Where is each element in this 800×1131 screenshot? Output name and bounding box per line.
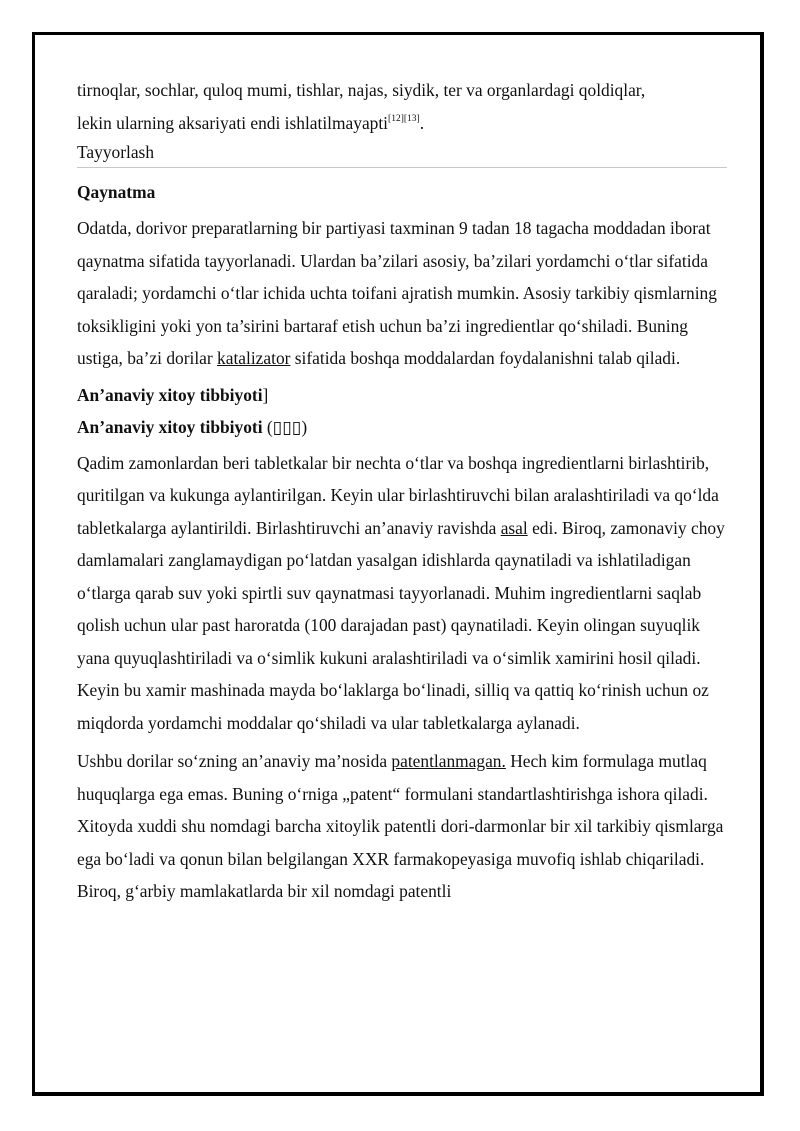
subheading-tcm-1-text: An’anaviy xitoy tibbiyoti: [77, 384, 263, 405]
subheading-tcm-1-bracket: ]: [262, 384, 269, 405]
paragraph-patent-text-a: Ushbu dorilar so‘zning an’anaviy ma’nosida: [77, 751, 392, 771]
subheading-tcm-1: [77, 379, 727, 411]
intro-line-end: .: [419, 112, 425, 133]
paragraph-patent-text-b: Hech kim formulaga mutlaq huquqlarga ega emas. Buning o‘rniga „patent“ formulani standartlashtirishga ishora qiladi. Xitoyda xuddi shu nomdagi barcha xitoylik patentli dori-darmonlar bir xil tarkibiy qismlarga ega bo‘ladi va qonun bilan belgilangan XXR farmakopeyasiga muvofiq ishlab chiqariladi. Biroq, g‘arbiy mamlakatlarda bir xil nomdagi patentli: [77, 751, 724, 901]
paragraph-qaynatma: [77, 212, 727, 375]
link-katalizator[interactable]: katalizator: [217, 348, 291, 368]
paragraph-tablets-text-b: edi. Biroq, zamonaviy choy damlamalari zanglamaydigan po‘latdan yasalgan idishlarda qaynatiladi va ishlatiladigan o‘tlarga qarab suv yoki spirtli suv qaynatmasi tayyorlanadi. Muhim ingredientlarni saqlab qolish uchun ular past haroratda (100 darajadan past) qaynatiladi. Keyin olingan suyuqlik yana quyuqlashtiriladi va o‘simlik kukuni aralashtiriladi va o‘simlik xamirini hosil qiladi. Keyin bu xamir mashinada mayda bo‘laklarga bo‘linadi, silliq va qattiq ko‘rinish uchun oz miqdorda yordamchi moddalar qo‘shiladi va ular tabletkalarga aylanadi.: [77, 517, 725, 733]
link-asal[interactable]: asal: [500, 517, 528, 538]
subheading-tcm-2: [77, 411, 727, 443]
paragraph-qaynatma-text-a: Odatda, dorivor preparatlarning bir partiyasi taxminan 9 tadan 18 tagacha moddadan iborat qaynatma sifatida tayyorlanadi. Ulardan ba’zilari asosiy, ba’zilari yordamchi o‘tlar sifatida qaraladi; yordamchi o‘tlar ichida uchta toifani ajratish mumkin. Asosiy tarkibiy qismlarning toksikligini yoki yon ta’sirini bartaraf etish uchun ba’zi ingredientlar qo‘shiladi. Buning ustiga, ba’zi dorilar: [77, 218, 717, 368]
subheading-tcm-2-text: An’anaviy xitoy tibbiyoti: [77, 416, 263, 437]
paragraph-tablets: [77, 447, 727, 740]
paragraph-qaynatma-text-b: sifatida boshqa moddalardan foydalanishni talab qiladi.: [290, 348, 681, 368]
subheading-tcm-2-chinese: (▯▯▯): [262, 416, 308, 437]
section-heading-tayyorlash: Tayyorlash: [77, 139, 727, 168]
intro-line-2: lekin ularning aksariyati endi ishlatilmayapti: [77, 112, 389, 133]
paragraph-patent: [77, 745, 727, 908]
subheading-qaynatma: Qaynatma: [77, 182, 156, 202]
document-body: [77, 74, 727, 912]
intro-paragraph: [77, 74, 727, 139]
intro-line-1: tirnoqlar, sochlar, quloq mumi, tishlar, najas, siydik, ter va organlardagi qoldiqlar,: [77, 80, 646, 100]
paragraph-tablets-text-a: Qadim zamonlardan beri tabletkalar bir nechta o‘tlar va boshqa ingredientlarni birlashtirib, quritilgan va kukunga aylantirilgan. Keyin ular birlashtiruvchi bilan aralashtiriladi va qo‘lda tabletkalarga aylantirildi. Birlashtiruvchi an’anaviy ravishda: [77, 452, 719, 538]
link-patentlanmagan[interactable]: patentlanmagan.: [391, 751, 506, 771]
citation-refs[interactable]: [12][13]: [388, 113, 420, 124]
